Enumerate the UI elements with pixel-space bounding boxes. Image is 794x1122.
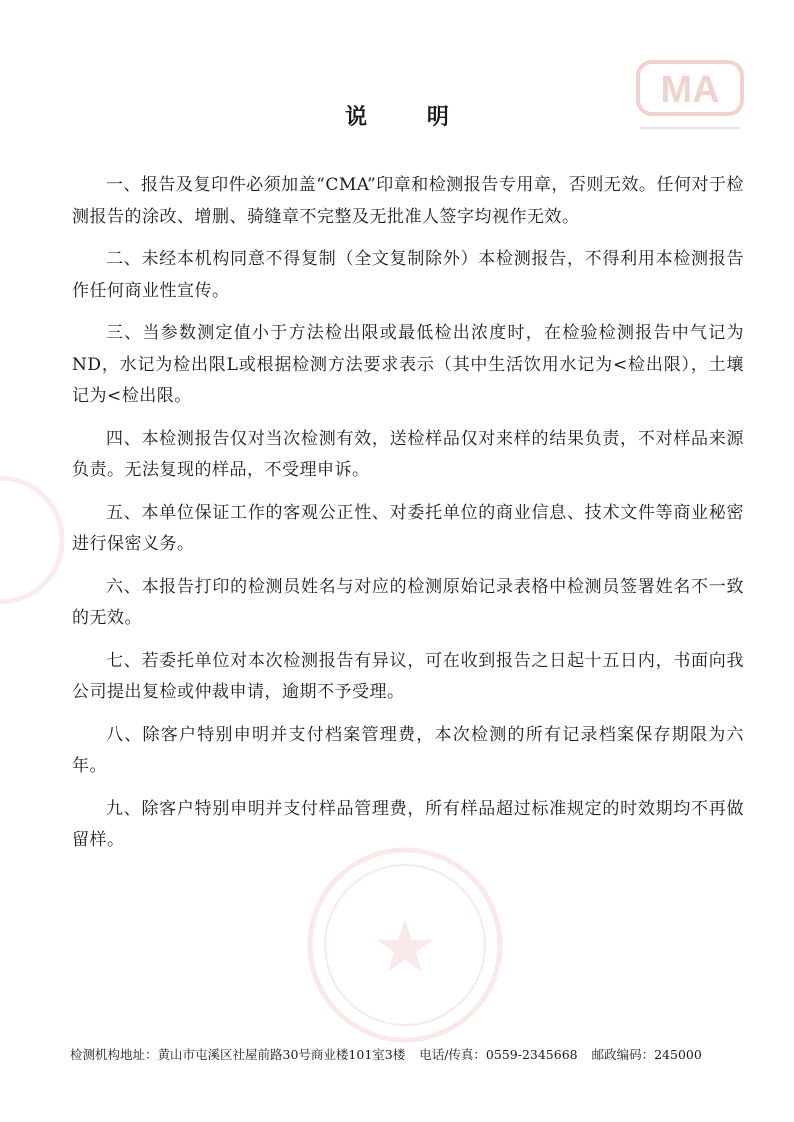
footer-phone: 电话/传真：0559-2345668 <box>419 1047 578 1062</box>
clause-8: 八、除客户特别申明并支付档案管理费，本次检测的所有记录档案保存期限为六年。 <box>72 724 744 776</box>
footer-postcode: 邮政编码：245000 <box>591 1047 702 1062</box>
clause-6: 六、本报告打印的检测员姓名与对应的检测原始记录表格中检测员签署姓名不一致的无效。 <box>72 576 744 628</box>
clause-3: 三、当参数测定值小于方法检出限或最低检出浓度时，在检验检测报告中气记为ND，水记为检出限L或根据检测方法要求表示（其中生活饮用水记为<检出限），土壤记为<检出限。 <box>72 323 744 406</box>
notice-clauses <box>72 170 744 868</box>
clause-2: 二、未经本机构同意不得复制（全文复制除外）本检测报告，不得利用本检测报告作任何商业性宣传。 <box>72 249 744 301</box>
clause-4: 四、本检测报告仅对当次检测有效，送检样品仅对来样的结果负责，不对样品来源负责。无法复现的样品，不受理申诉。 <box>72 428 744 480</box>
footer-address: 检测机构地址：黄山市屯溪区社屋前路30号商业楼101室3楼 <box>70 1047 406 1062</box>
svg-text:MA: MA <box>660 69 720 111</box>
clause-9: 九、除客户特别申明并支付样品管理费，所有样品超过标准规定的时效期均不再做留样。 <box>72 798 744 850</box>
seal-edge-icon <box>0 470 70 610</box>
footer-contact <box>70 1045 760 1063</box>
clause-5: 五、本单位保证工作的客观公正性、对委托单位的商业信息、技术文件等商业秘密进行保密义务。 <box>72 502 744 554</box>
clause-7: 七、若委托单位对本次检测报告有异议，可在收到报告之日起十五日内，书面向我公司提出复检或仲裁申请，逾期不予受理。 <box>72 650 744 702</box>
page-title: 说 明 <box>345 104 475 130</box>
clause-1: 一、报告及复印件必须加盖“CMA”印章和检测报告专用章，否则无效。任何对于检测报告的涂改、增删、骑缝章不完整及无批准人签字均视作无效。 <box>72 175 744 227</box>
seal-bleed-icon <box>300 840 510 1050</box>
